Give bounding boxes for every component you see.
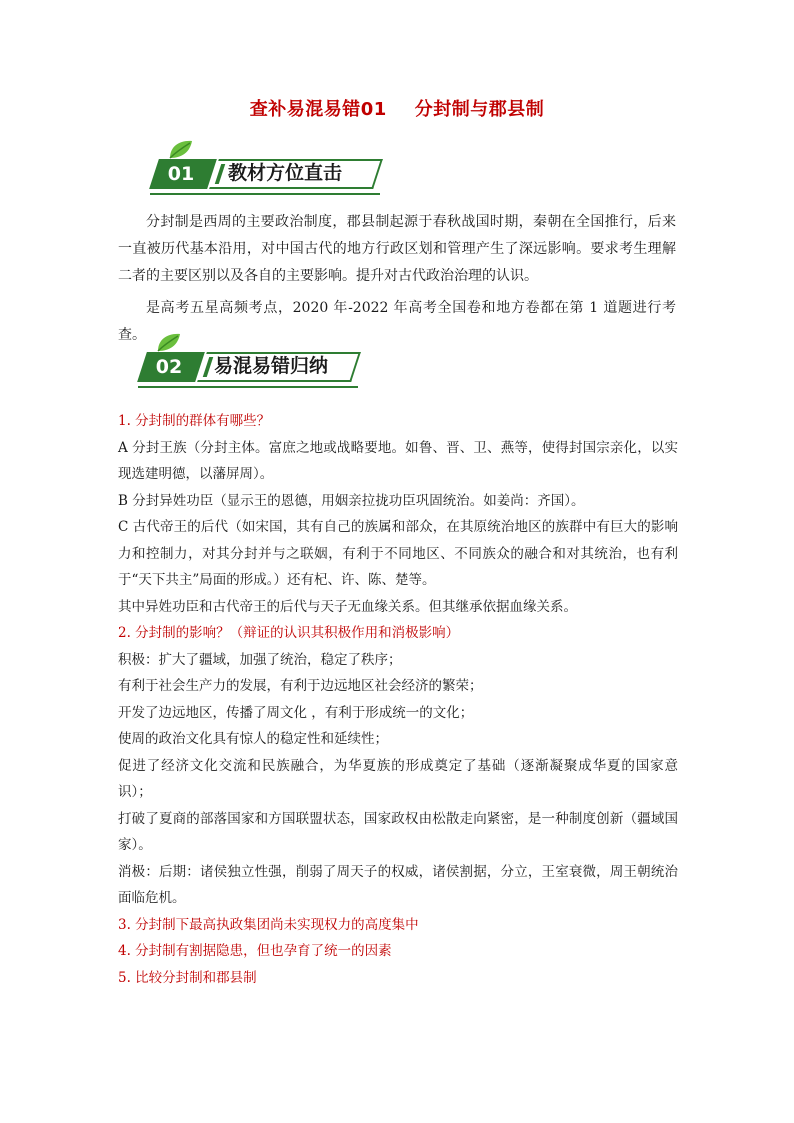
section-label: 易混易错归纳 (214, 355, 329, 377)
answer-b: B 分封异姓功臣（显示王的恩德，用姻亲拉拢功臣巩固统治。如姜尚：齐国）。 (118, 492, 585, 509)
positive-3: 开发了边远地区，传播了周文化 ，有利于形成统一的文化； (118, 704, 474, 721)
answer-a: A 分封王族（分封主体。富庶之地或战略要地。如鲁、晋、卫、燕等，使得封国宗亲化，以实现选建明德，以藩屏周）。 (118, 439, 678, 482)
answer-note: 其中异姓功臣和古代帝王的后代与天子无血缘关系。但其继承依据血缘关系。 (118, 598, 577, 615)
section-number: 02 (155, 356, 183, 378)
negative: 消极：后期：诸侯独立性强，削弱了周天子的权威，诸侯割据，分立，王室衰微，周王朝统治面临危机。 (118, 863, 678, 906)
question-1: 1. 分封制的群体有哪些？ (118, 413, 271, 429)
title-left: 查补易混易错01 (249, 99, 387, 120)
page-title (0, 95, 794, 121)
answer-c: C 古代帝王的后代（如宋国，其有自己的族属和部众，在其原统治地区的族群中有巨大的影响力和控制力，对其分封并与之联姻，有利于不同地区、不同族众的融合和对其统治，也有利于“天下共主”局面的形成。）还有杞、许、陈、楚等。 (118, 519, 678, 588)
leaf-icon (154, 331, 188, 353)
title-right: 分封制与郡县制 (414, 99, 545, 120)
section-label: 教材方位直击 (228, 162, 343, 184)
section-header-02 (138, 326, 360, 382)
positive-4: 使周的政治文化具有惊人的稳定性和延续性； (118, 731, 388, 747)
question-4: 4. 分封制有割据隐患，但也孕育了统一的因素 (118, 943, 392, 959)
positive-6: 打破了夏商的部落国家和方国联盟状态，国家政权由松散走向紧密，是一种制度创新（疆域国家）。 (118, 810, 678, 853)
section-underline (138, 386, 358, 388)
question-5: 5. 比较分封制和郡县制 (118, 969, 257, 986)
positive-1: 积极：扩大了疆域，加强了统治，稳定了秩序； (118, 651, 402, 668)
positive-2: 有利于社会生产力的发展，有利于边远地区社会经济的繁荣； (118, 678, 483, 694)
section-number: 01 (167, 163, 195, 185)
section-header-01 (150, 133, 382, 189)
question-3: 3. 分封制下最高执政集团尚未实现权力的高度集中 (118, 916, 419, 933)
section-underline (150, 193, 380, 195)
leaf-icon (166, 138, 200, 160)
intro-paragraph-2: 是高考五星高频考点，2020 年-2022 年高考全国卷和地方卷都在第 1 道题进行考查。 (118, 300, 676, 343)
positive-5: 促进了经济文化交流和民族融合，为华夏族的形成奠定了基础（逐渐凝聚成华夏的国家意识）； (118, 757, 678, 800)
content-body (118, 408, 678, 991)
question-2: 2. 分封制的影响？（辩证的认识其积极作用和消极影响） (118, 625, 460, 641)
intro-paragraph-1: 分封制是西周的主要政治制度，郡县制起源于春秋战国时期，秦朝在全国推行，后来一直被历代基本沿用，对中国古代的地方行政区划和管理产生了深远影响。要求考生理解二者的主要区别以及各自的主要影响。提升对古代政治治理的认识。 (118, 214, 676, 284)
